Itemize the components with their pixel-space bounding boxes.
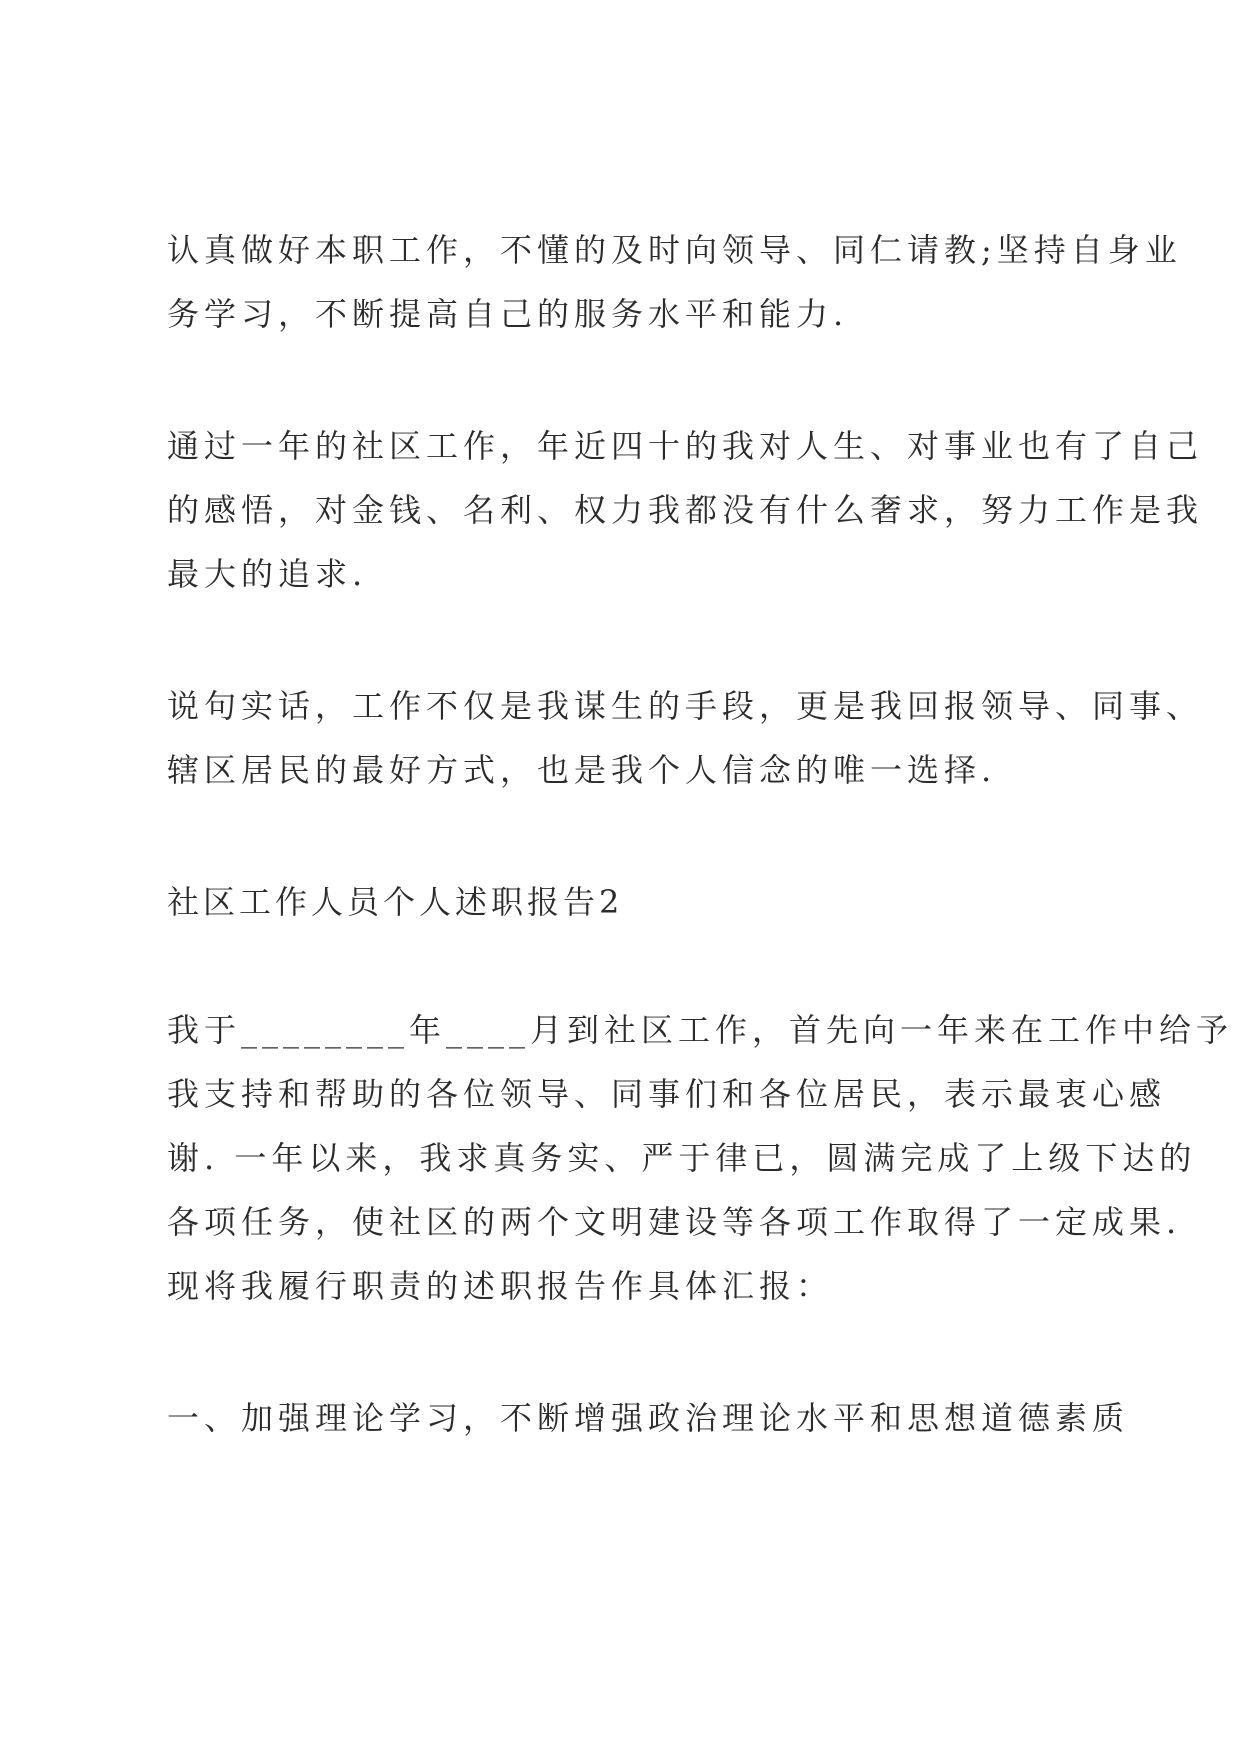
- paragraph-3-line-1: 说句实话，工作不仅是我谋生的手段，更是我回报领导、同事、: [167, 687, 1204, 725]
- paragraph-2-line-2: 的感悟，对金钱、名利、权力我都没有什么奢求，努力工作是我: [167, 491, 1204, 529]
- paragraph-4-line-4: 各项任务，使社区的两个文明建设等各项工作取得了一定成果.: [167, 1203, 1182, 1241]
- section-title: 社区工作人员个人述职报告2: [167, 883, 624, 921]
- paragraph-2-line-3: 最大的追求.: [167, 555, 368, 593]
- paragraph-4-line-1: 我于________年____月到社区工作，首先向一年来在工作中给予: [167, 1011, 1234, 1049]
- paragraph-1-line-2: 务学习，不断提高自己的服务水平和能力.: [167, 295, 849, 333]
- paragraph-2-line-1: 通过一年的社区工作，年近四十的我对人生、对事业也有了自己: [167, 427, 1204, 465]
- paragraph-4-line-5: 现将我履行职责的述职报告作具体汇报：: [167, 1267, 834, 1305]
- paragraph-1-line-1: 认真做好本职工作，不懂的及时向领导、同仁请教;坚持自身业: [167, 231, 1182, 269]
- paragraph-4-line-2: 我支持和帮助的各位领导、同事们和各位居民，表示最衷心感: [167, 1075, 1167, 1113]
- subheading-1: 一、加强理论学习，不断增强政治理论水平和思想道德素质: [167, 1399, 1130, 1437]
- paragraph-4-line-3: 谢. 一年以来，我求真务实、严于律已，圆满完成了上级下达的: [167, 1139, 1197, 1177]
- paragraph-3-line-2: 辖区居民的最好方式，也是我个人信念的唯一选择.: [167, 751, 997, 789]
